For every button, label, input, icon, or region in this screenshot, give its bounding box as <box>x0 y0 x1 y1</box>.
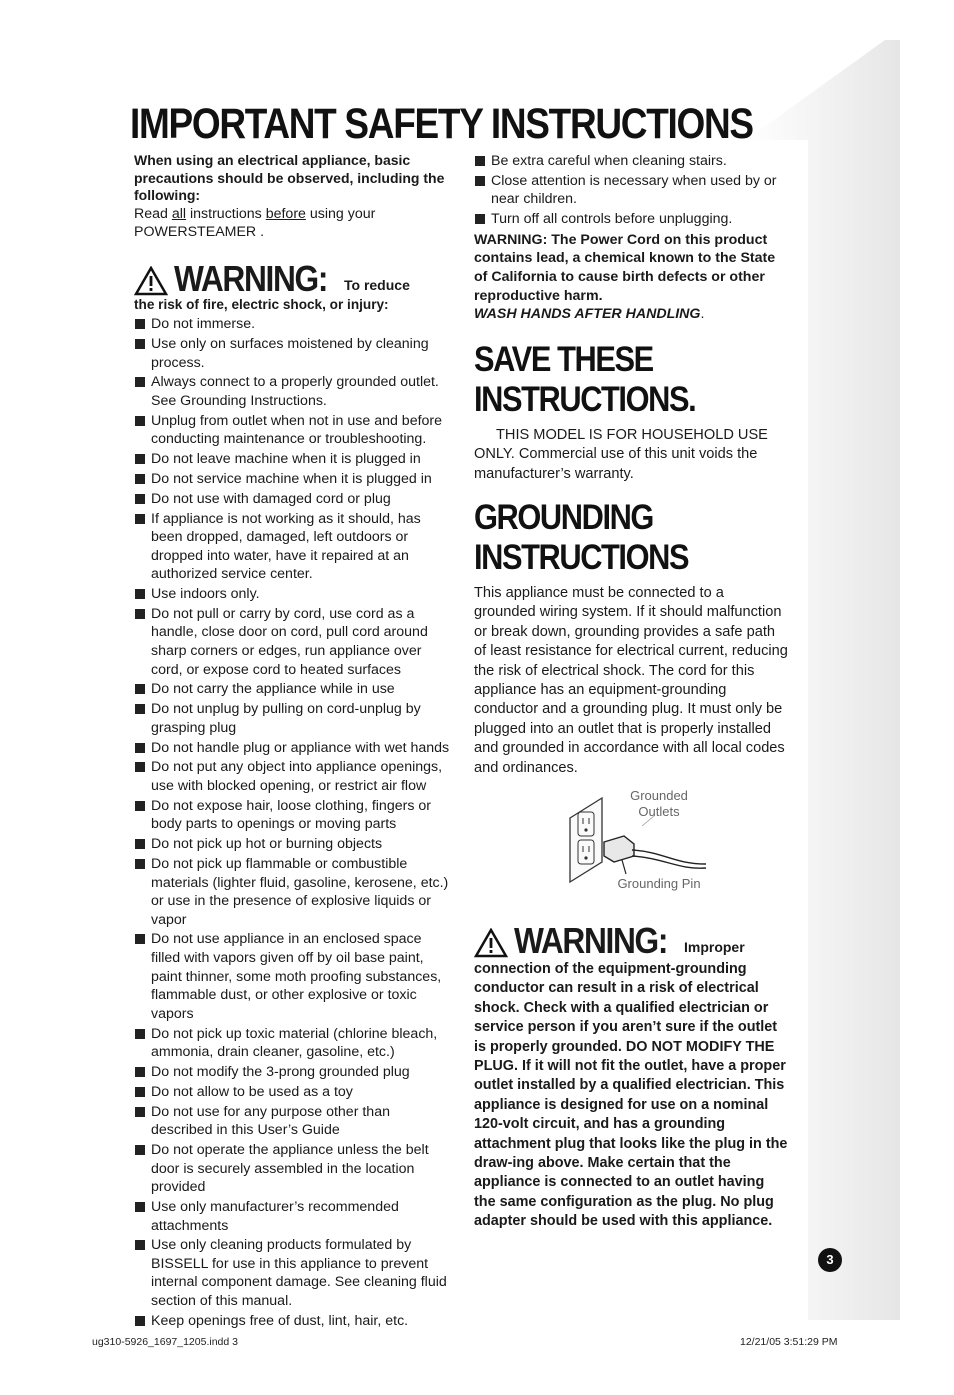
grounding-heading: GROUNDING INSTRUCTIONS <box>474 497 689 577</box>
list-item: Do not put any object into appliance openings, use with blocked opening, or restrict air flow <box>134 758 450 795</box>
list-item: If appliance is not working as it should, has been dropped, damaged, left outdoors or dropped into water, have it repaired at an authorized service center. <box>134 510 450 584</box>
list-item: Do not modify the 3-prong grounded plug <box>134 1063 450 1082</box>
warning-word: WARNING: <box>514 920 668 961</box>
caution-list <box>474 152 789 229</box>
list-item: Do not leave machine when it is plugged in <box>134 450 450 469</box>
intro-precautions: When using an electrical appliance, basic precautions should be observed, including the following: <box>134 152 445 203</box>
read-mid: instructions <box>186 205 266 222</box>
wash-hands-line <box>474 305 789 324</box>
list-item: Do not use with damaged cord or plug <box>134 490 450 509</box>
right-column <box>474 152 789 1232</box>
list-item: Unplug from outlet when not in use and before conducting maintenance or troubleshooting. <box>134 412 450 449</box>
list-item: Always connect to a properly grounded outlet. See Grounding Instructions. <box>134 373 450 410</box>
grounding-text: This appliance must be connected to a grounded wiring system. If it should malfunction or break down, grounding provides a safe path of least resistance for electrical current, reducing the risk of electrical shock. The cord for this appliance has an equipment-grounding conductor and a grounding plug. It must only be plugged into an outlet that is properly installed and grounded in accordance with all local codes and ordinances. <box>474 584 788 776</box>
household-note: THIS MODEL IS FOR HOUSEHOLD USE ONLY. Commercial use of this unit voids the manufacturer’s warranty. <box>474 426 768 482</box>
list-item: Use only manufacturer’s recommended attachments <box>134 1198 450 1235</box>
read-prefix: Read <box>134 205 172 222</box>
list-item: Do not expose hair, loose clothing, fingers or body parts to openings or moving parts <box>134 797 450 834</box>
warning2-text: connection of the equipment-grounding conductor can result in a risk of electrical shock. Check with a qualified electrician or service person if you aren’t sure if the outlet is properly grounded. DO NOT MODIFY THE PLUG. If it will not fit the outlet, have a proper outlet installed by a qualified electrician. This appliance is designed for use on a nominal 120-volt circuit, and has a grounding attachment plug that looks like the plug in the draw-ing above. Make certain that the appliance is connected to an outlet having the same configuration as the plug. No plug adapter should be used with this appliance. <box>474 961 788 1230</box>
list-item: Do not pick up hot or burning objects <box>134 835 450 854</box>
intro-read-instructions <box>134 205 450 242</box>
wash-hands-period: . <box>700 306 705 323</box>
list-item: Turn off all controls before unplugging. <box>474 210 789 229</box>
footer-timestamp: 12/21/05 3:51:29 PM <box>740 1336 838 1348</box>
left-column <box>134 152 450 1332</box>
read-all: all <box>171 205 187 222</box>
save-heading: SAVE THESE INSTRUCTIONS. <box>474 339 696 419</box>
list-item: Do not unplug by pulling on cord-unplug by grasping plug <box>134 700 450 737</box>
list-item: Use only cleaning products formulated by BISSELL for use in this appliance to prevent internal component damage. See cleaning fluid section of this manual. <box>134 1236 450 1310</box>
prop65-warning: WARNING: The Power Cord on this product contains lead, a chemical known to the State of California to cause birth defects or other reproductive harm. <box>474 231 776 304</box>
read-suffix: using your POWERSTEAMER . <box>134 205 376 241</box>
grounded-outlets-label: Grounded Outlets <box>630 788 688 819</box>
wash-hands: WASH HANDS AFTER HANDLING <box>474 306 701 323</box>
warning-triangle-icon <box>474 928 508 958</box>
warning-list <box>134 315 450 1330</box>
list-item: Do not allow to be used as a toy <box>134 1083 450 1102</box>
list-item: Use only on surfaces moistened by cleaning process. <box>134 335 450 372</box>
list-item: Do not use appliance in an enclosed space filled with vapors given off by oil base paint, paint thinner, some moth proofing substances, flammable dust, or other explosive or toxic vapors <box>134 930 450 1023</box>
list-item: Be extra careful when cleaning stairs. <box>474 152 789 171</box>
list-item: Do not handle plug or appliance with wet hands <box>134 739 450 758</box>
warning-subhead: the risk of fire, electric shock, or injury: <box>134 296 389 312</box>
warning-tail: Improper <box>683 939 745 956</box>
list-item: Do not operate the appliance unless the belt door is securely assembled in the location provided <box>134 1141 450 1197</box>
list-item: Close attention is necessary when used by or near children. <box>474 172 789 209</box>
list-item: Do not pick up toxic material (chlorine bleach, ammonia, drain cleaner, gasoline, etc.) <box>134 1025 450 1062</box>
list-item: Do not service machine when it is plugged in <box>134 470 450 489</box>
list-item: Do not pull or carry by cord, use cord as a handle, close door on cord, pull cord around sharp corners or edges, run appliance over cord, or expose cord to heated surfaces <box>134 605 450 679</box>
warning-triangle-icon <box>134 266 168 296</box>
warning-word: WARNING: <box>174 257 328 299</box>
list-item: Do not use for any purpose other than described in this User’s Guide <box>134 1103 450 1140</box>
warning-tail: To reduce <box>343 277 410 294</box>
outlet-figure <box>474 788 789 910</box>
footer-filename: ug310-5926_1697_1205.indd 3 <box>92 1336 238 1348</box>
list-item: Use indoors only. <box>134 585 450 604</box>
warning2-heading <box>474 920 789 961</box>
read-before: before <box>265 205 306 222</box>
list-item: Do not immerse. <box>134 315 450 334</box>
list-item: Do not pick up flammable or combustible materials (lighter fluid, gasoline, kerosene, etc.) or use in the presence of explosive liquids or vapor <box>134 855 450 929</box>
warning-heading <box>134 257 450 299</box>
list-item: Do not carry the appliance while in use <box>134 680 450 699</box>
list-item: Keep openings free of dust, lint, hair, etc. <box>134 1312 450 1331</box>
grounding-pin-label: Grounding Pin <box>617 876 701 891</box>
page-number-badge: 3 <box>818 1248 842 1272</box>
page-title: IMPORTANT SAFETY INSTRUCTIONS <box>130 100 753 148</box>
